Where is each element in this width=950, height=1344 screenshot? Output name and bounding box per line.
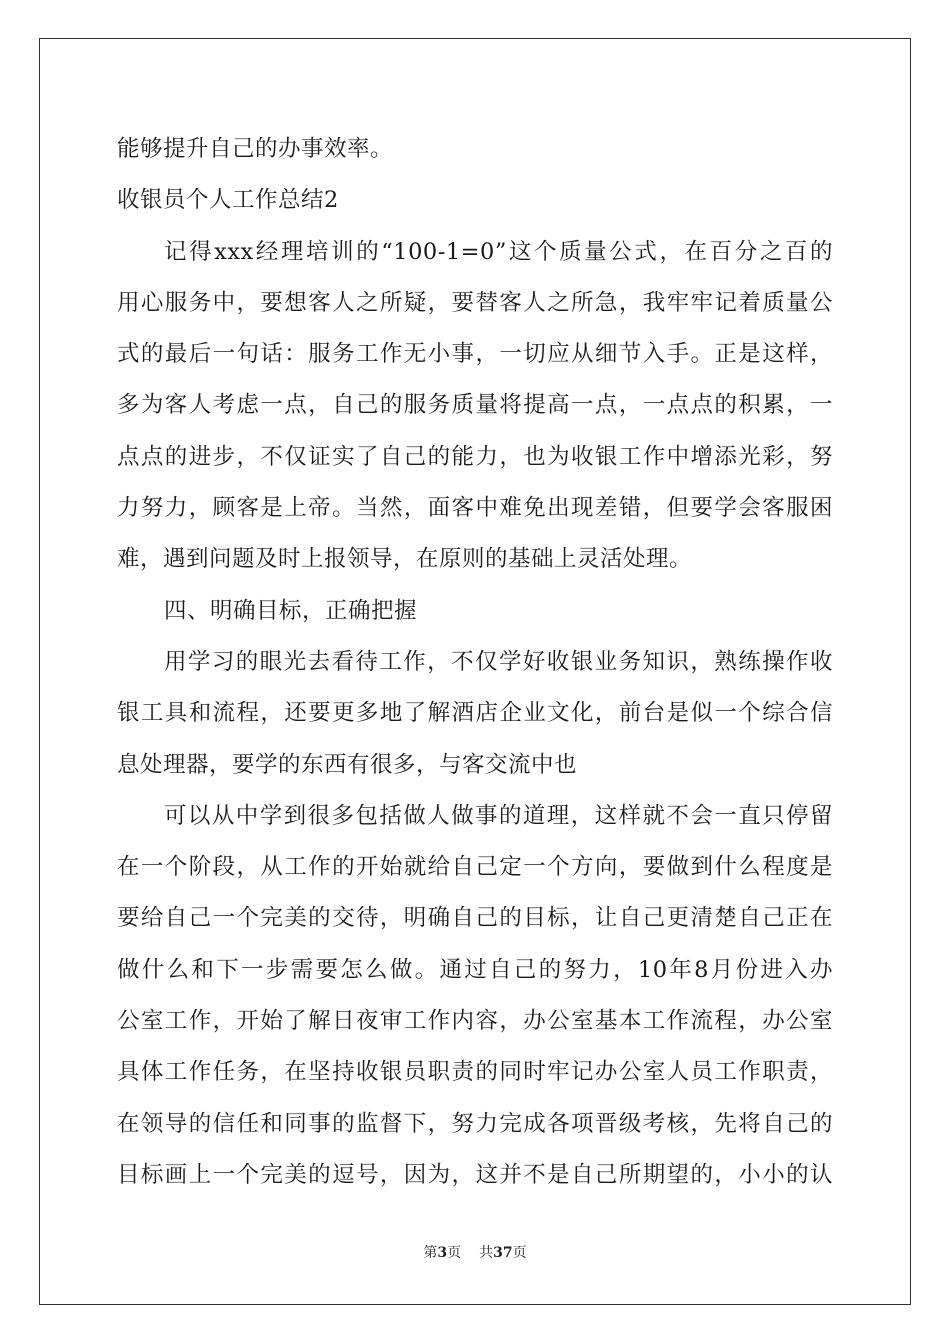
text-line: 多为客人考虑一点，自己的服务质量将提高一点，一点点的积累，一 [117, 392, 833, 419]
text-line: 记得xxx经理培训的“100-1=0”这个质量公式，在百分之百的 [164, 238, 833, 265]
text-line: 目标画上一个完美的逗号，因为，这并不是自己所期望的，小小的认 [117, 1161, 833, 1188]
text-line: 用学习的眼光去看待工作，不仅学好收银业务知识，熟练操作收 [164, 648, 833, 675]
total-unit: 页 [512, 1245, 527, 1261]
page-footer [0, 1243, 950, 1263]
section-title: 收银员个人工作总结2 [117, 187, 339, 214]
page-prefix: 第 [423, 1245, 438, 1261]
text-line: 能够提升自己的办事效率。 [117, 136, 394, 162]
text-line: 息处理器，要学的东西有很多，与客交流中也 [117, 751, 578, 778]
text-line: 具体工作任务，在坚持收银员职责的同时牢记办公室人员工作职责， [117, 1059, 833, 1086]
text-line: 银工具和流程，还要更多地了解酒店企业文化，前台是似一个综合信 [117, 700, 833, 727]
page-current: 3 [437, 1245, 448, 1261]
text-line: 式的最后一句话：服务工作无小事，一切应从细节入手。正是这样， [117, 341, 833, 368]
total-prefix: 共 [479, 1245, 494, 1261]
text-line: 难，遇到问题及时上报领导，在原则的基础上灵活处理。 [117, 546, 693, 573]
page-unit: 页 [447, 1245, 462, 1261]
page-total: 37 [493, 1245, 513, 1261]
text-line: 点点的进步，不仅证实了自己的能力，也为收银工作中增添光彩，努 [117, 443, 833, 470]
text-line: 可以从中学到很多包括做人做事的道理，这样就不会一直只停留 [164, 802, 833, 829]
text-line: 做什么和下一步需要怎么做。通过自己的努力，10年8月份进入办 [117, 956, 833, 983]
section-heading: 四、明确目标，正确把握 [164, 597, 418, 624]
text-line: 在领导的信任和同事的监督下，努力完成各项晋级考核，先将自己的 [117, 1110, 833, 1137]
text-line: 要给自己一个完美的交待，明确自己的目标，让自己更清楚自己正在 [117, 905, 833, 932]
text-line: 公室工作，开始了解日夜审工作内容，办公室基本工作流程，办公室 [117, 1008, 833, 1035]
text-line: 力努力，顾客是上帝。当然，面客中难免出现差错，但要学会客服困 [117, 495, 833, 522]
text-line: 在一个阶段，从工作的开始就给自己定一个方向，要做到什么程度是 [117, 854, 833, 881]
text-line: 用心服务中，要想客人之所疑，要替客人之所急，我牢牢记着质量公 [117, 289, 833, 316]
document-body [117, 124, 833, 1201]
